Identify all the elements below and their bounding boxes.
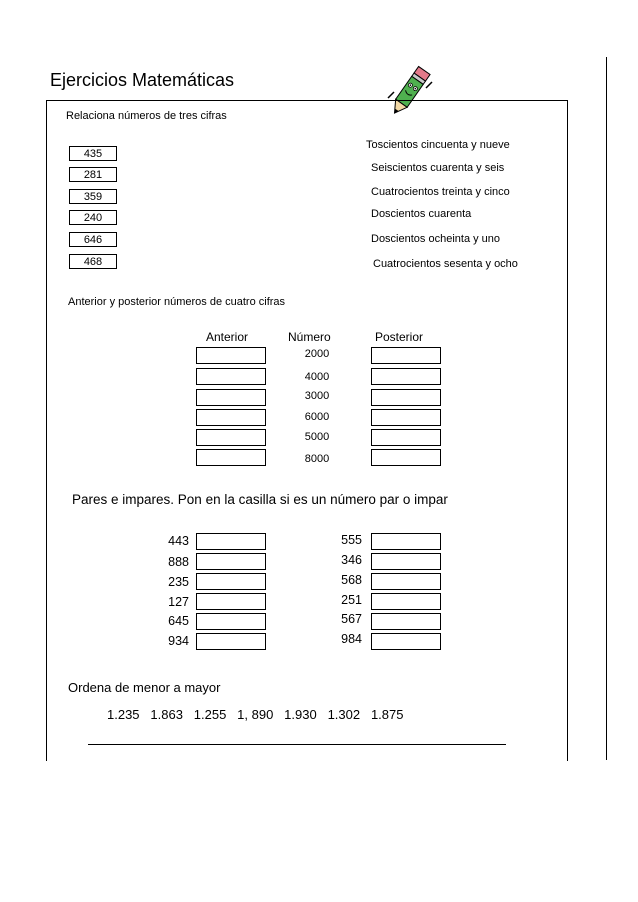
parity-number: 568 <box>341 573 362 587</box>
sequence-number: 3000 <box>304 390 330 402</box>
order-number: 1.863 <box>150 707 183 722</box>
number-words: Cuatrocientos sesenta y ocho <box>373 258 518 270</box>
sequence-number: 6000 <box>304 411 330 423</box>
parity-input[interactable] <box>371 533 441 550</box>
parity-input[interactable] <box>196 573 266 590</box>
number-box: 359 <box>69 189 117 204</box>
sequence-number: 5000 <box>304 431 330 443</box>
parity-number: 127 <box>168 595 189 609</box>
parity-input[interactable] <box>196 553 266 570</box>
parity-input[interactable] <box>371 573 441 590</box>
number-box: 435 <box>69 146 117 161</box>
posterior-input[interactable] <box>371 347 441 364</box>
anterior-header: Anterior <box>206 330 249 344</box>
section2-heading: Anterior y posterior números de cuatro cifras <box>68 296 286 308</box>
anterior-input[interactable] <box>196 368 266 385</box>
number-words: Cuatrocientos treinta y cinco <box>371 186 510 198</box>
section4-heading: Ordena de menor a mayor <box>68 680 221 695</box>
sequence-number: 2000 <box>304 348 330 360</box>
parity-input[interactable] <box>371 633 441 650</box>
posterior-input[interactable] <box>371 368 441 385</box>
parity-number: 645 <box>168 614 189 628</box>
answer-line[interactable] <box>88 744 506 745</box>
sequence-number: 4000 <box>304 371 330 383</box>
anterior-input[interactable] <box>196 449 266 466</box>
posterior-header: Posterior <box>375 330 424 344</box>
parity-number: 567 <box>341 612 362 626</box>
order-number: 1.930 <box>284 707 317 722</box>
numero-header: Número <box>288 330 331 344</box>
anterior-input[interactable] <box>196 389 266 406</box>
order-number: 1.255 <box>193 707 227 722</box>
anterior-input[interactable] <box>196 409 266 426</box>
posterior-input[interactable] <box>371 429 441 446</box>
parity-input[interactable] <box>196 633 266 650</box>
sequence-number: 8000 <box>304 453 330 465</box>
number-box: 646 <box>69 232 117 247</box>
number-box: 240 <box>69 210 117 225</box>
order-number: 1, 890 <box>237 707 274 722</box>
order-numbers <box>107 707 404 722</box>
parity-input[interactable] <box>196 593 266 610</box>
posterior-input[interactable] <box>371 449 441 466</box>
parity-number: 934 <box>168 634 189 648</box>
parity-input[interactable] <box>371 553 441 570</box>
number-box: 468 <box>69 254 117 269</box>
posterior-input[interactable] <box>371 409 441 426</box>
parity-number: 346 <box>341 553 362 567</box>
page-edge-line <box>606 57 607 760</box>
parity-number: 251 <box>341 593 362 607</box>
parity-number: 235 <box>168 575 189 589</box>
parity-number: 984 <box>341 632 362 646</box>
parity-input[interactable] <box>371 593 441 610</box>
number-words: Toscientos cincuenta y nueve <box>366 139 510 151</box>
order-number: 1.302 <box>327 707 361 722</box>
section3-heading: Pares e impares. Pon en la casilla si es un número par o impar <box>72 492 448 507</box>
order-number: 1.875 <box>370 707 404 722</box>
parity-number: 555 <box>341 533 362 547</box>
number-words: Doscientos cuarenta <box>371 208 472 220</box>
parity-input[interactable] <box>196 533 266 550</box>
number-words: Doscientos ocheinta y uno <box>371 233 501 245</box>
parity-input[interactable] <box>196 613 266 630</box>
posterior-input[interactable] <box>371 389 441 406</box>
anterior-input[interactable] <box>196 347 266 364</box>
page-title: Ejercicios Matemáticas <box>50 70 235 90</box>
parity-number: 888 <box>168 555 189 569</box>
order-number: 1.235 <box>107 707 140 722</box>
number-words: Seiscientos cuarenta y seis <box>371 162 505 174</box>
parity-input[interactable] <box>371 613 441 630</box>
section1-heading: Relaciona números de tres cifras <box>66 110 227 122</box>
anterior-input[interactable] <box>196 429 266 446</box>
number-box: 281 <box>69 167 117 182</box>
parity-number: 443 <box>168 534 189 548</box>
